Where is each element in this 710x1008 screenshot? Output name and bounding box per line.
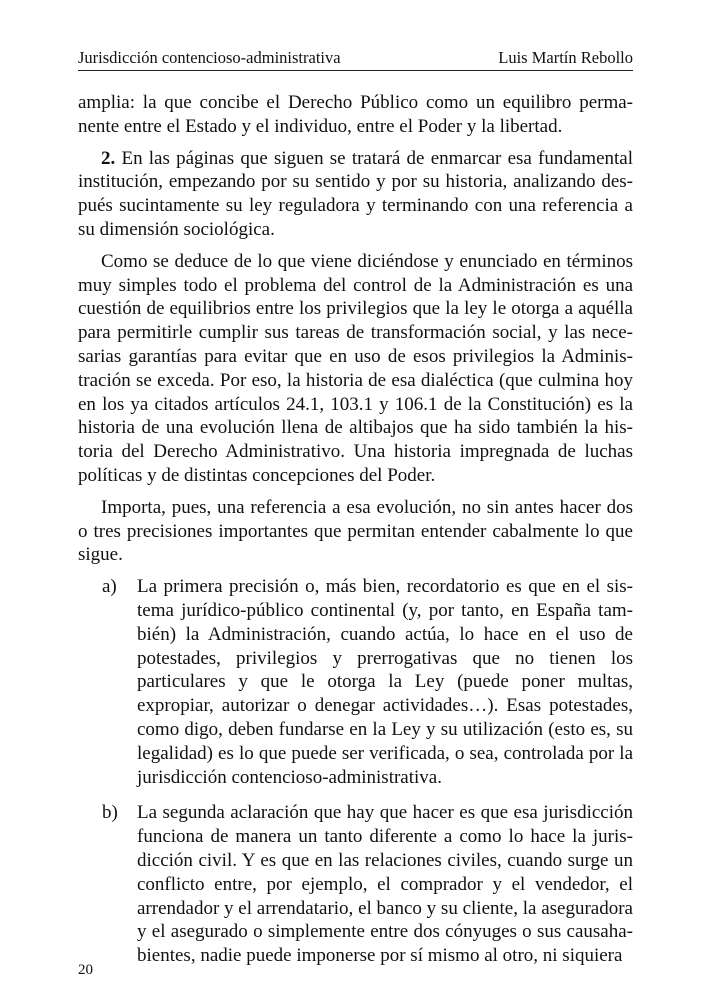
list-marker: b) [102, 802, 118, 824]
section-2-text: En las páginas que siguen se tratará de enmarcar esa fundamental institución, empezando por su sentido y por su historia, analizando después sucintamente su ley reguladora y terminando con una referencia a su dimensión sociológica. [78, 147, 633, 240]
paragraph-equilibrium: Como se deduce de lo que viene diciéndose y enunciado en términos muy simples todo el problema del control de la Administración es una cuestión de equilibrios entre los privilegios que la ley le otorga a aquélla para permitirle cumplir sus tareas de transformación social, y las necesarias garantías para evitar que en uso de esos privilegios la Administración se exceda. Por eso, la historia de esa dialéctica (que culmina hoy en los ya citados artículos 24.1, 103.1 y 106.1 de la Constitución) es la historia de una evolución llena de altibajos que ha sido también la historia del Derecho Administrativo. Una historia impregnada de luchas políticas y de distintas concepciones del Poder. [78, 250, 633, 486]
list-item [78, 575, 633, 789]
paragraph-section-2 [78, 147, 633, 242]
section-number: 2. [101, 147, 116, 169]
running-header [78, 46, 633, 71]
paragraph-evolution: Importa, pues, una referencia a esa evolución, no sin antes hacer dos o tres precisiones importantes que permitan entender cabalmente lo que sigue. [78, 496, 633, 566]
list-marker: a) [102, 576, 117, 598]
list-item-text: La primera precisión o, más bien, recordatorio es que en el sistema jurídico-público continental (y, por tanto, en España también) la Administración, cuando actúa, lo hace en el uso de potestades, privilegios y prerrogativas que no tienen los particulares y que le otorga la Ley (puede poner multas, expropiar, autorizar o denegar actividades…). Esas potestades, como digo, deben fundarse en la Ley y su utilización (esto es, su legalidad) es lo que puede ser verificada, o sea, controlada por la jurisdicción contencioso-administrativa. [137, 576, 633, 788]
paragraph-continuation: amplia: la que concibe el Derecho Público como un equilibro permanente entre el Estado y el individuo, entre el Poder y la libertad. [78, 92, 633, 137]
page-number: 20 [78, 962, 93, 978]
list-item-text: La segunda aclaración que hay que hacer es que esa jurisdicción funciona de manera un tanto diferente a como lo hace la jurisdicción civil. Y es que en las relaciones civiles, cuando surge un conflicto entre, por ejemplo, el comprador y el vendedor, el arrendador y el arrendatario, el banco y su cliente, la aseguradora y el asegurado o simplemente entre dos cónyuges o sus causahabientes, nadie puede imponerse por sí mismo al otro, ni siquiera [137, 802, 633, 967]
precisions-list [78, 575, 633, 968]
running-header-author: Luis Martín Rebollo [498, 48, 633, 67]
document-page [78, 0, 633, 1008]
list-item [78, 801, 633, 968]
body-text [78, 91, 633, 980]
running-header-title: Jurisdicción contencioso-administrativa [78, 48, 341, 67]
